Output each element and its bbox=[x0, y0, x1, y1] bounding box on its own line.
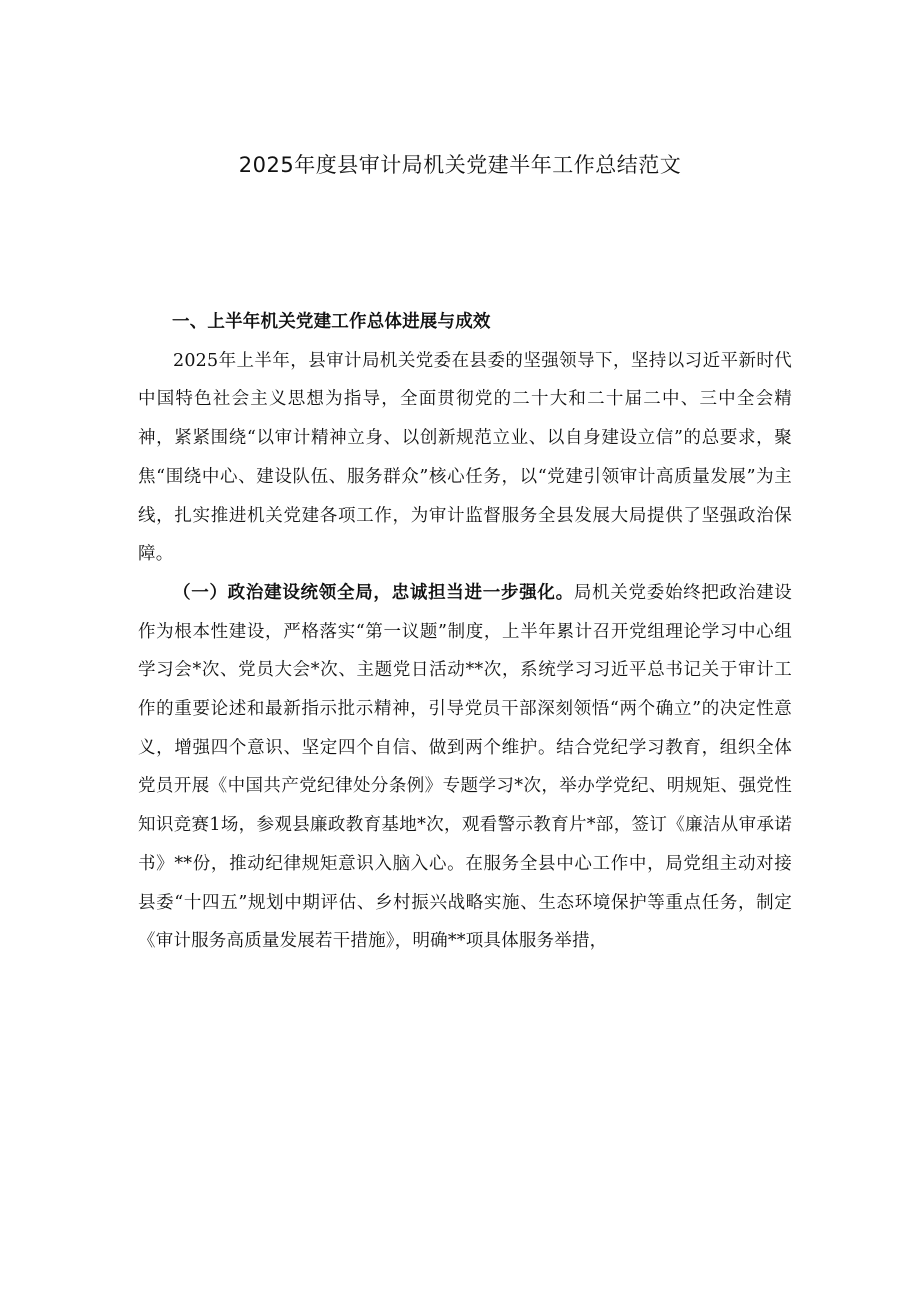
subsection-paragraph-1 bbox=[138, 574, 792, 961]
section-heading-1: 一、上半年机关党建工作总体进展与成效 bbox=[172, 312, 491, 332]
subsection-text-1: 局机关党委始终把政治建设作为根本性建设，严格落实“第一议题”制度，上半年累计召开党组理论学习中心组学习会*次、党员大会*次、主题党日活动**次，系统学习习近平总书记关于审计工作的重要论述和最新指示批示精神，引导党员干部深刻领悟“两个确立”的决定性意义，增强四个意识、坚定四个自信、做到两个维护。结合党纪学习教育，组织全体党员开展《中国共产党纪律处分条例》专题学习*次，举办学党纪、明规矩、强党性知识竞赛1场，参观县廉政教育基地*次，观看警示教育片*部，签订《廉洁从审承诺书》**份，推动纪律规矩意识入脑入心。在服务全县中心工作中，局党组主动对接县委“十四五”规划中期评估、乡村振兴战略实施、生态环境保护等重点任务，制定《审计服务高质量发展若干措施》，明确**项具体服务举措， bbox=[138, 582, 792, 952]
intro-paragraph: 2025年上半年，县审计局机关党委在县委的坚强领导下，坚持以习近平新时代中国特色社会主义思想为指导，全面贯彻党的二十大和二十届二中、三中全会精神，紧紧围绕“以审计精神立身、以创新规范立业、以自身建设立信”的总要求，聚焦“围绕中心、建设队伍、服务群众”核心任务，以“党建引领审计高质量发展”为主线，扎实推进机关党建各项工作，为审计监督服务全县发展大局提供了坚强政治保障。 bbox=[138, 350, 792, 565]
document-body bbox=[138, 303, 792, 961]
document-title: 2025年度县审计局机关党建半年工作总结范文 bbox=[238, 153, 682, 177]
subsection-heading-1: （一）政治建设统领全局，忠诚担当进一步强化。 bbox=[173, 582, 574, 603]
